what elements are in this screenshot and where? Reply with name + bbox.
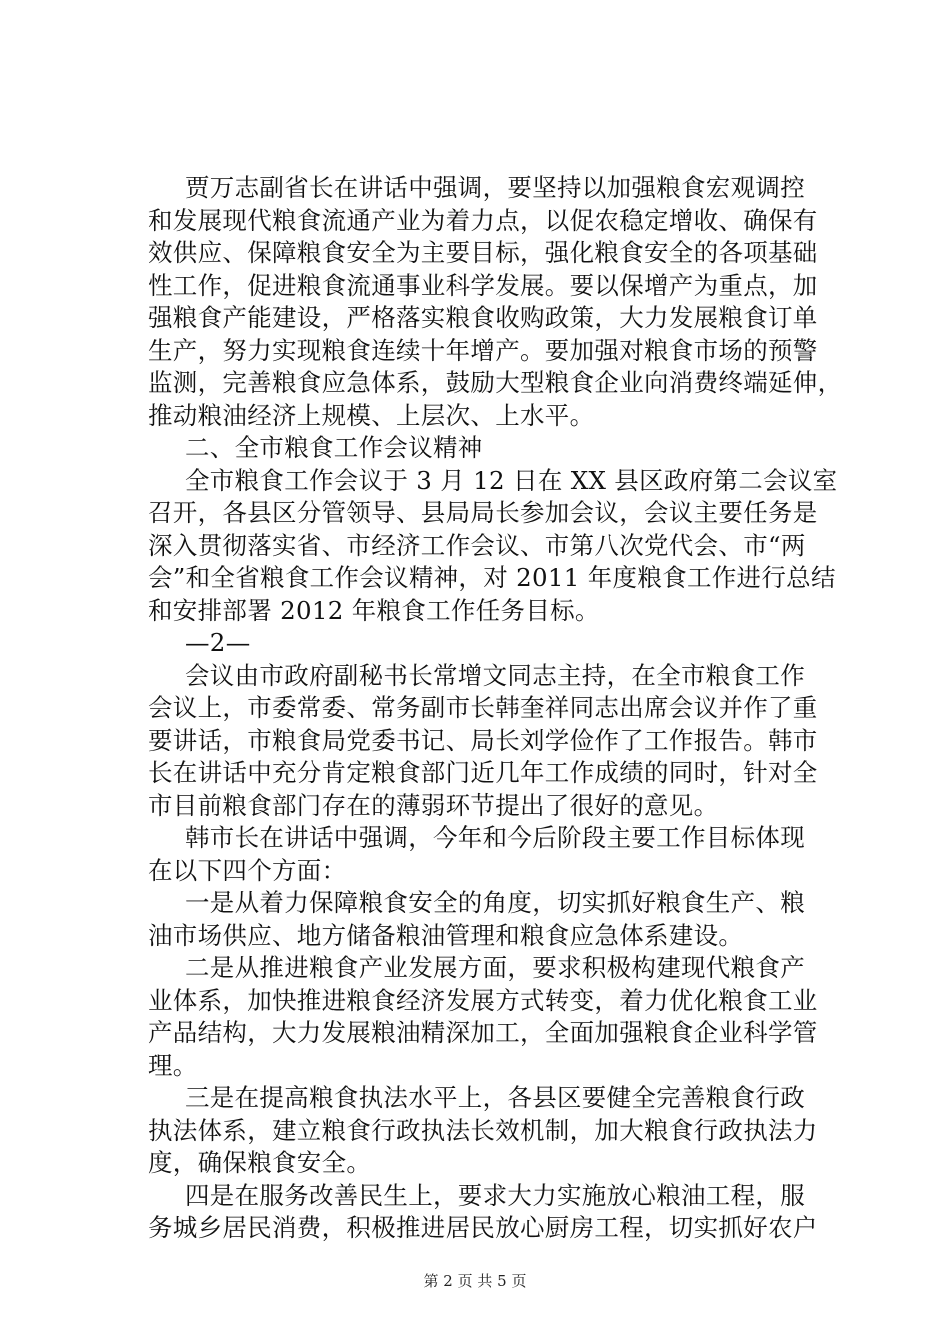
paragraph-line: 全市粮食工作会议于 3 月 12 日在 XX 县区政府第二会议室: [185, 465, 838, 495]
paragraph-line: 强粮食产能建设，严格落实粮食收购政策，大力发展粮食订单: [148, 303, 818, 332]
paragraph-line: 召开，各县区分管领导、县局局长参加会议，会议主要任务是: [148, 498, 818, 527]
paragraph-line: 产品结构，大力发展粮油精深加工，全面加强粮食企业科学管: [148, 1018, 818, 1047]
paragraph-line: 业体系，加快推进粮食经济发展方式转变，着力优化粮食工业: [148, 985, 818, 1015]
paragraph-line: 要讲话，市粮食局党委书记、局长刘学俭作了工作报告。韩市: [148, 725, 818, 755]
paragraph-line: 四是在服务改善民生上，要求大力实施放心粮油工程，服: [185, 1180, 805, 1210]
paragraph-line: 韩市长在讲话中强调，今年和今后阶段主要工作目标体现: [185, 823, 805, 852]
paragraph-line: 长在讲话中充分肯定粮食部门近几年工作成绩的同时，针对全: [148, 758, 818, 787]
paragraph-line: 一是从着力保障粮食安全的角度，切实抓好粮食生产、粮: [185, 888, 805, 917]
paragraph-line: 生产，努力实现粮食连续十年增产。要加强对粮食市场的预警: [148, 335, 818, 365]
paragraph-line: 深入贯彻落实省、市经济工作会议、市第八次党代会、市“两: [148, 530, 806, 560]
paragraph-line: 会议上，市委常委、常务副市长韩奎祥同志出席会议并作了重: [148, 693, 818, 722]
paragraph-line: 市目前粮食部门存在的薄弱环节提出了很好的意见。: [148, 790, 719, 820]
inline-page-marker: —2—: [185, 628, 251, 657]
paragraph-line: 在以下四个方面：: [148, 855, 347, 885]
paragraph-line: 监测，完善粮食应急体系，鼓励大型粮食企业向消费终端延伸，: [148, 368, 843, 397]
section-heading: 二、全市粮食工作会议精神: [185, 433, 483, 462]
paragraph-line: 执法体系，建立粮食行政执法长效机制，加大粮食行政执法力: [148, 1115, 818, 1145]
paragraph-line: 油市场供应、地方储备粮油管理和粮食应急体系建设。: [148, 920, 744, 950]
paragraph-line: 和安排部署 2012 年粮食工作任务目标。: [148, 595, 600, 625]
paragraph-line: 务城乡居民消费，积极推进居民放心厨房工程，切实抓好农户: [148, 1213, 818, 1242]
paragraph-line: 理。: [148, 1050, 198, 1080]
paragraph-line: 效供应、保障粮食安全为主要目标，强化粮食安全的各项基础: [148, 238, 818, 267]
paragraph-line: 性工作，促进粮食流通事业科学发展。要以保增产为重点，加: [148, 270, 818, 300]
page-footer: 第 2 页 共 5 页: [423, 1272, 527, 1290]
paragraph-line: 推动粮油经济上规模、上层次、上水平。: [148, 400, 595, 430]
paragraph-line: 会议由市政府副秘书长常增文同志主持，在全市粮食工作: [185, 660, 805, 690]
paragraph-line: 会”和全省粮食工作会议精神，对 2011 年度粮食工作进行总结: [148, 563, 836, 592]
paragraph-line: 和发展现代粮食流通产业为着力点，以促农稳定增收、确保有: [148, 205, 818, 235]
document-body: [148, 172, 843, 1245]
paragraph-line: 贾万志副省长在讲话中强调，要坚持以加强粮食宏观调控: [185, 173, 805, 202]
paragraph-line: 度，确保粮食安全。: [148, 1148, 372, 1177]
paragraph-line: 二是从推进粮食产业发展方面，要求积极构建现代粮食产: [185, 953, 805, 982]
paragraph-line: 三是在提高粮食执法水平上，各县区要健全完善粮食行政: [185, 1083, 805, 1112]
